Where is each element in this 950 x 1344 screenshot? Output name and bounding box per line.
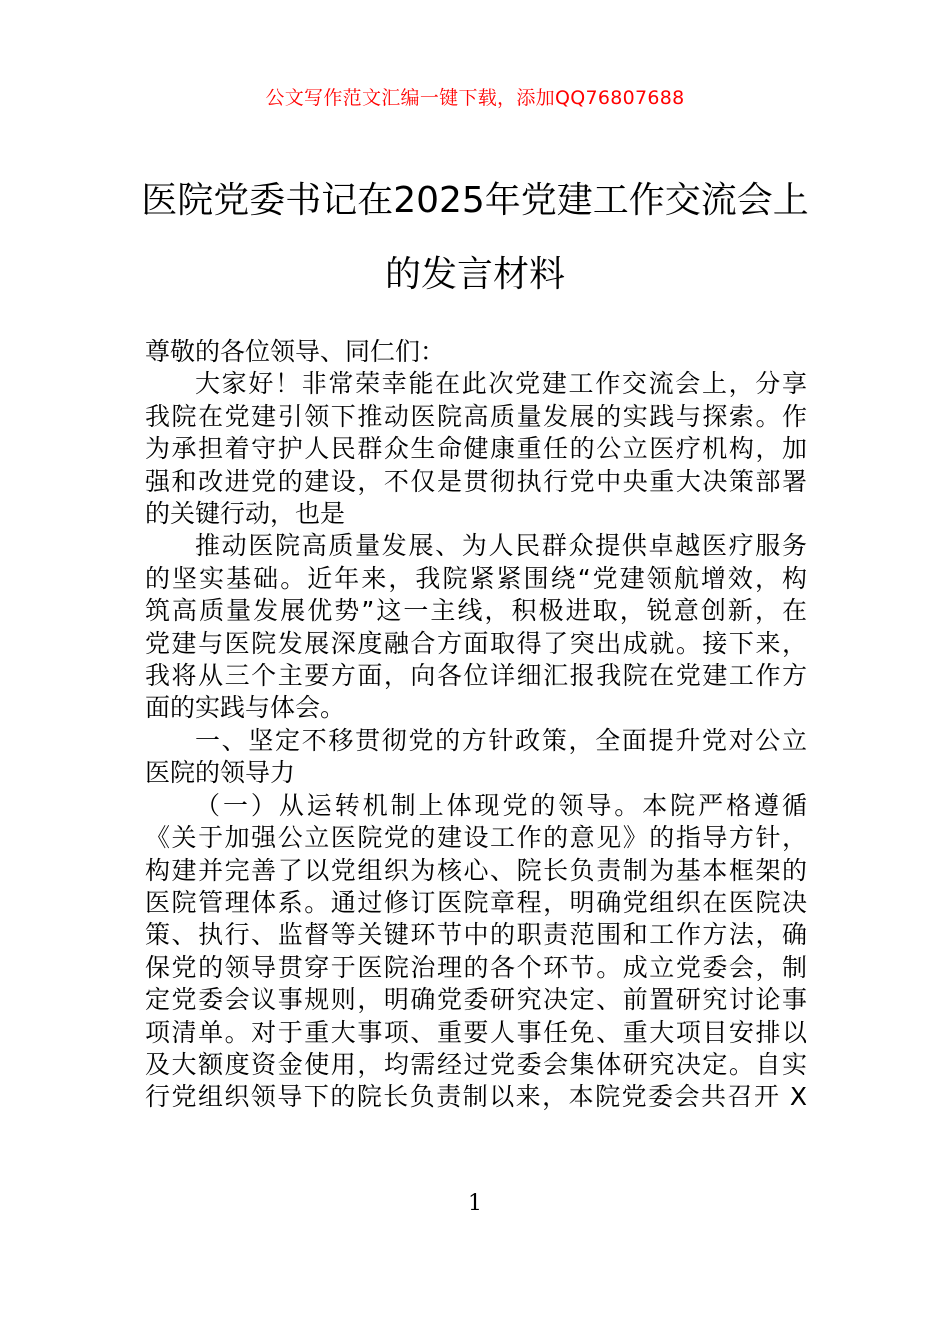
document-title: [120, 164, 830, 312]
title-line-1: 医院党委书记在2025年党建工作交流会上: [141, 180, 809, 221]
text-line: 强和改进党的建设，不仅是贯彻执行党中央重大决策部署: [145, 466, 807, 496]
text-line: 医院的领导力: [145, 758, 296, 788]
text-line: 保党的领导贯穿于医院治理的各个环节。成立党委会，制: [145, 952, 807, 982]
title-line-2: 的发言材料: [384, 254, 565, 295]
text-line: 构建并完善了以党组织为核心、院长负责制为基本框架的: [145, 855, 807, 885]
document-body: [145, 336, 807, 1114]
paragraph-intro: [145, 368, 807, 530]
paragraph-operation-mechanism: [145, 790, 807, 1114]
text-line: 项清单。对于重大事项、重要人事任免、重大项目安排以: [145, 1017, 807, 1047]
text-line: 我将从三个主要方面，向各位详细汇报我院在党建工作方: [145, 661, 807, 691]
text-line: 定党委会议事规则，明确党委研究决定、前置研究讨论事: [145, 985, 807, 1015]
text-line: 策、执行、监督等关键环节中的职责范围和工作方法，确: [145, 920, 807, 950]
text-line: 我院在党建引领下推动医院高质量发展的实践与探索。作: [145, 401, 807, 431]
text-line: 《关于加强公立医院党的建设工作的意见》的指导方针，: [145, 823, 807, 853]
text-line: 大家好！非常荣幸能在此次党建工作交流会上，分享: [195, 369, 807, 399]
text-line: （一）从运转机制上体现党的领导。本院严格遵循: [195, 790, 807, 820]
salutation: 尊敬的各位领导、同仁们：: [145, 337, 446, 366]
text-line: 医院管理体系。通过修订医院章程，明确党组织在医院决: [145, 887, 807, 917]
section-heading-1: [145, 725, 807, 790]
page-number: 1: [468, 1191, 482, 1216]
text-line: 行党组织领导下的院长负责制以来，本院党委会共召开 X: [145, 1082, 807, 1112]
text-line: 推动医院高质量发展、为人民群众提供卓越医疗服务: [195, 531, 807, 561]
text-line: 党建与医院发展深度融合方面取得了突出成就。接下来，: [145, 628, 807, 658]
text-line: 一、坚定不移贯彻党的方针政策，全面提升党对公立: [195, 725, 807, 755]
text-line: 面的实践与体会。: [145, 693, 346, 723]
download-watermark: 公文写作范文汇编一键下载，添加QQ76807688: [265, 87, 685, 109]
text-line: 为承担着守护人民群众生命健康重任的公立医疗机构，加: [145, 434, 807, 464]
text-line: 筑高质量发展优势”这一主线，积极进取，锐意创新，在: [145, 596, 807, 626]
text-line: 的关键行动，也是: [145, 499, 346, 529]
paragraph-background: [145, 530, 807, 724]
text-line: 及大额度资金使用，均需经过党委会集体研究决定。自实: [145, 1049, 807, 1079]
text-line: 的坚实基础。近年来，我院紧紧围绕“党建领航增效，构: [145, 563, 807, 593]
